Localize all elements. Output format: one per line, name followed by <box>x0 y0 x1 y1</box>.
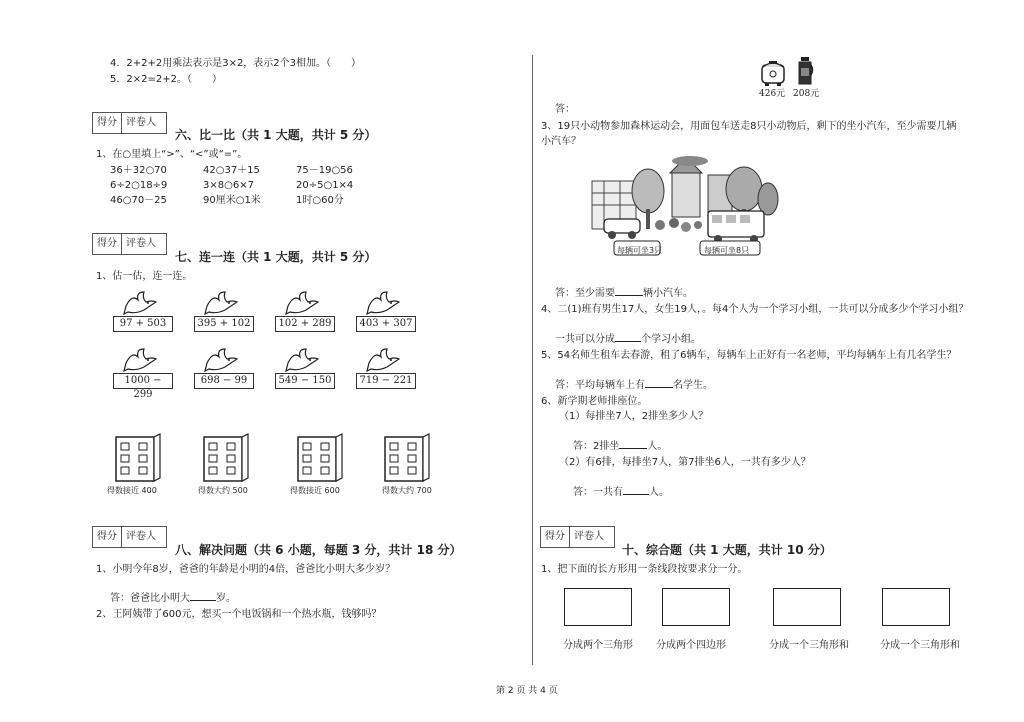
answer-6-1-suffix: 人。 <box>647 441 668 452</box>
dove-icon <box>122 347 158 373</box>
problem-6-part-1: （1）每排坐7人，2排坐多少人？ <box>559 411 709 422</box>
rectangle-shape[interactable] <box>882 588 950 626</box>
building-caption: 得数大约 700 <box>382 486 432 495</box>
answer-blank[interactable] <box>615 341 641 342</box>
question-5: 5．2×2=2+2。（ ） <box>110 74 222 85</box>
answer-blank[interactable] <box>645 387 673 388</box>
answer-3-prefix: 答：至少需要 <box>555 288 615 299</box>
building-icon <box>200 433 252 485</box>
answer-3-suffix: 辆小汽车。 <box>643 288 693 299</box>
reviewer-label: 评卷人 <box>126 531 156 542</box>
score-label: 得分 <box>93 113 122 133</box>
car-capacity-sign: 每辆可坐3只 <box>617 246 663 255</box>
problem-3-line2: 小汽车？ <box>541 136 581 147</box>
section-6-instruction: 1、在○里填上“>”、“<”或“=”。 <box>96 149 248 160</box>
dove-icon <box>365 347 401 373</box>
expression-card: 1000 − 299 <box>113 373 173 389</box>
building-icon <box>112 433 164 485</box>
price-rice-cooker: 426元 <box>759 89 786 99</box>
expression-card: 549 − 150 <box>275 373 335 389</box>
answer-1-prefix: 答：爸爸比小明大 <box>110 593 190 604</box>
compare-item: 3×8○6×7 <box>203 180 254 191</box>
problem-1: 1、小明今年8岁，爸爸的年龄是小明的4倍，爸爸比小明大多少岁？ <box>96 564 396 575</box>
score-box-7 <box>92 233 167 255</box>
answer-1 <box>110 593 236 605</box>
compare-item: 90厘米○1米 <box>203 195 261 206</box>
answer-6-2-prefix: 答：一共有 <box>573 487 623 498</box>
rectangle-caption: 分成一个三角形和 <box>769 640 849 651</box>
problem-4: 4、二(1)班有男生17人，女生19人，。每4个人为一个学习小组，一共可以分成多少个学习小组？ <box>541 304 969 315</box>
answer-5-prefix: 答：平均每辆车上有 <box>555 380 645 391</box>
dove-icon <box>284 290 320 316</box>
page-footer: 第 2 页 共 4 页 <box>496 686 558 696</box>
rice-cooker-icon <box>760 57 786 87</box>
compare-item: 20÷5○1×4 <box>296 180 354 191</box>
problem-2: 2、王阿姨带了600元，想买一个电饭锅和一个热水瓶，钱够吗？ <box>96 609 382 620</box>
answer-blank[interactable] <box>619 448 647 449</box>
score-label: 得分 <box>93 527 122 547</box>
expression-card: 395 + 102 <box>194 316 254 332</box>
reviewer-label: 评卷人 <box>126 117 156 128</box>
answer-2: 答： <box>555 104 575 115</box>
building-icon <box>294 433 346 485</box>
score-box-8 <box>92 526 167 548</box>
answer-6-1-prefix: 答：2排坐 <box>573 441 620 452</box>
score-label: 得分 <box>541 527 570 547</box>
building-caption: 得数大约 500 <box>198 486 248 495</box>
compare-item: 46○70－25 <box>110 195 167 206</box>
section-10-title: 十、综合题（共 1 大题，共计 10 分） <box>622 543 832 557</box>
score-box-10 <box>540 526 615 548</box>
compare-item: 1时○60分 <box>296 195 344 206</box>
reviewer-label: 评卷人 <box>126 238 156 249</box>
compare-item: 42○37＋15 <box>203 165 260 176</box>
bus-capacity-sign: 每辆可坐8只 <box>704 246 750 255</box>
score-box-6 <box>92 112 167 134</box>
answer-blank[interactable] <box>615 295 643 296</box>
compare-item: 6÷2○18÷9 <box>110 180 168 191</box>
rectangle-caption: 分成两个三角形 <box>563 640 633 651</box>
section-7-title: 七、连一连（共 1 大题，共计 5 分） <box>175 250 377 264</box>
answer-4-prefix: 一共可以分成 <box>555 334 615 345</box>
answer-1-suffix: 岁。 <box>216 593 236 604</box>
expression-card: 102 + 289 <box>275 316 335 332</box>
dove-icon <box>203 347 239 373</box>
answer-blank[interactable] <box>623 494 649 495</box>
rectangle-shape[interactable] <box>662 588 730 626</box>
answer-6-2 <box>573 487 669 499</box>
section-10-instruction: 1、把下面的长方形用一条线段按要求分一分。 <box>541 564 748 575</box>
building-caption: 得数接近 600 <box>290 486 340 495</box>
section-6-title: 六、比一比（共 1 大题，共计 5 分） <box>175 128 377 142</box>
dove-icon <box>203 290 239 316</box>
section-8-title: 八、解决问题（共 6 小题，每题 3 分，共计 18 分） <box>175 543 462 557</box>
expression-card: 403 + 307 <box>356 316 416 332</box>
answer-blank[interactable] <box>190 600 216 601</box>
dove-icon <box>284 347 320 373</box>
reviewer-label: 评卷人 <box>574 531 604 542</box>
section-7-instruction: 1、估一估，连一连。 <box>96 271 193 282</box>
dove-icon <box>122 290 158 316</box>
problem-6: 6、新学期老师排座位。 <box>541 396 648 407</box>
problem-3-line1: 3、19只小动物参加森林运动会，用面包车送走8只小动物后，剩下的坐小汽车，至少需要几辆 <box>541 121 957 132</box>
answer-5-suffix: 名学生。 <box>673 380 713 391</box>
answer-6-2-suffix: 人。 <box>649 487 669 498</box>
rectangle-shape[interactable] <box>564 588 632 626</box>
dove-icon <box>365 290 401 316</box>
answer-3 <box>555 288 693 300</box>
compare-item: 36＋32○70 <box>110 165 167 176</box>
column-divider <box>532 55 533 665</box>
expression-card: 698 − 99 <box>194 373 254 389</box>
expression-card: 97 + 503 <box>113 316 173 332</box>
building-icon <box>381 433 433 485</box>
answer-6-1 <box>573 441 667 453</box>
thermos-icon <box>796 56 814 86</box>
rectangle-caption: 分成一个三角形和 <box>880 640 960 651</box>
rectangle-caption: 分成两个四边形 <box>656 640 726 651</box>
answer-4 <box>555 334 701 346</box>
rectangle-shape[interactable] <box>773 588 841 626</box>
building-caption: 得数接近 400 <box>107 486 157 495</box>
expression-card: 719 − 221 <box>356 373 416 389</box>
question-4: 4．2+2+2用乘法表示是3×2，表示2个3相加。（ ） <box>110 58 362 69</box>
answer-4-suffix: 个学习小组。 <box>641 334 701 345</box>
problem-5: 5、54名师生租车去春游，租了6辆车，每辆车上正好有一名老师，平均每辆车上有几名学生？ <box>541 350 957 361</box>
compare-item: 75－19○56 <box>296 165 353 176</box>
score-label: 得分 <box>93 234 122 254</box>
price-thermos: 208元 <box>793 89 820 99</box>
answer-5 <box>555 380 713 392</box>
problem-6-part-2: （2）有6排，每排坐7人，第7排坐6人，一共有多少人？ <box>559 457 811 468</box>
